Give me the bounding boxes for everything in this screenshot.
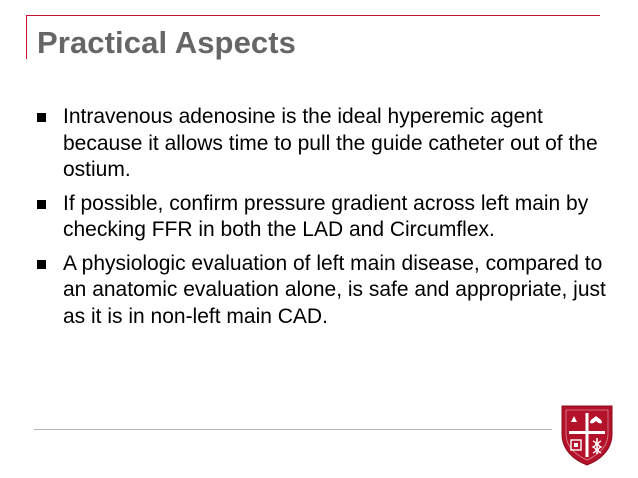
- bullet-item: [36, 104, 608, 184]
- slide-title: Practical Aspects: [37, 25, 297, 60]
- bullet-text: If possible, confirm pressure gradient across left main by checking FFR in both the LAD and Circumflex.: [63, 191, 589, 241]
- square-bullet-icon: [37, 200, 46, 209]
- bullet-item: [36, 251, 608, 331]
- title-accent-line: [26, 15, 27, 59]
- square-bullet-icon: [37, 260, 46, 269]
- bullet-list: [36, 104, 608, 337]
- bullet-item: [36, 191, 608, 244]
- top-rule: [26, 15, 600, 16]
- bullet-text: Intravenous adenosine is the ideal hyperemic agent because it allows time to pull the guide catheter out of the ostium.: [63, 105, 598, 181]
- bottom-rule: [34, 429, 552, 430]
- bullet-text: A physiologic evaluation of left main disease, compared to an anatomic evaluation alone, is safe and appropriate, just as it is in non-left main CAD.: [63, 251, 606, 328]
- square-bullet-icon: [37, 113, 46, 122]
- shield-logo-icon: [560, 404, 614, 467]
